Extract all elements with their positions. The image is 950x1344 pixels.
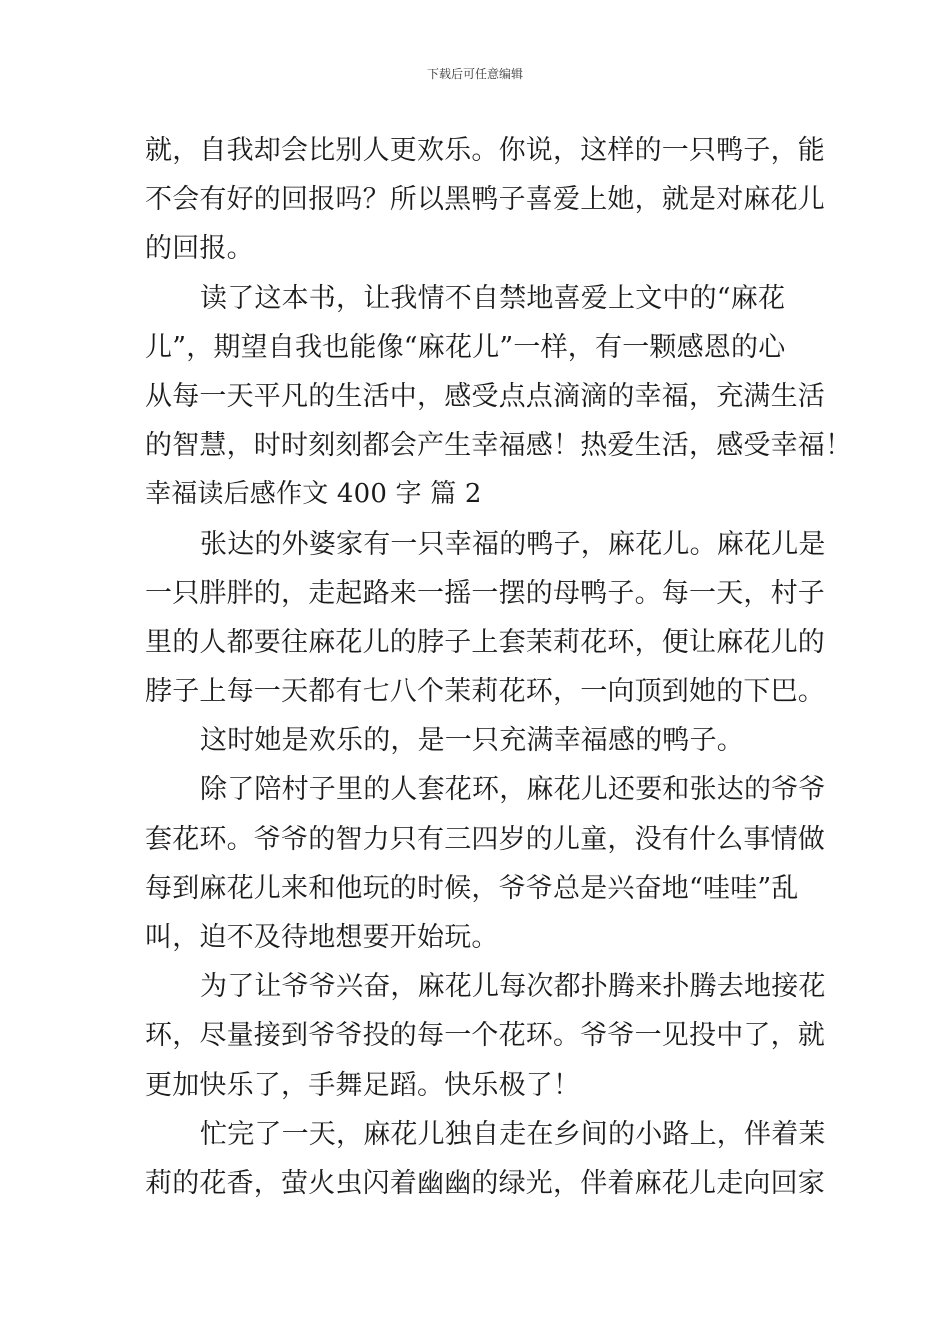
page-header: 下载后可任意编辑 bbox=[426, 67, 523, 81]
text-line: 更加快乐了，手舞足蹈。快乐极了！ bbox=[145, 1069, 581, 1101]
text-line: 为了让爷爷兴奋，麻花儿每次都扑腾来扑腾去地接花 bbox=[200, 971, 826, 1003]
text-line: 这时她是欢乐的，是一只充满幸福感的鸭子。 bbox=[200, 725, 744, 757]
text-line: 读了这本书，让我情不自禁地喜爱上文中的“麻花 bbox=[200, 282, 786, 314]
section-heading: 幸福读后感作文 400 字 篇 2 bbox=[145, 479, 482, 510]
text-line: 套花环。爷爷的智力只有三四岁的儿童，没有什么事情做 bbox=[145, 823, 825, 855]
text-line: 环，尽量接到爷爷投的每一个花环。爷爷一见投中了，就 bbox=[145, 1020, 825, 1052]
text-line: 一只胖胖的，走起路来一摇一摆的母鸭子。每一天，村子 bbox=[145, 577, 825, 609]
text-line: 张达的外婆家有一只幸福的鸭子，麻花儿。麻花儿是 bbox=[200, 528, 826, 560]
text-line: 儿”，期望自我也能像“麻花儿”一样，有一颗感恩的心 bbox=[145, 331, 786, 363]
text-line: 忙完了一天，麻花儿独自走在乡间的小路上，伴着茉 bbox=[200, 1118, 826, 1150]
text-line: 就，自我却会比别人更欢乐。你说，这样的一只鸭子，能 bbox=[145, 135, 825, 166]
text-line: 的回报。 bbox=[145, 233, 254, 265]
text-line: 从每一天平凡的生活中，感受点点滴滴的幸福，充满生活 bbox=[145, 380, 825, 412]
text-line: 叫，迫不及待地想要开始玩。 bbox=[145, 922, 499, 953]
text-line: 每到麻花儿来和他玩的时候，爷爷总是兴奋地“哇哇”乱 bbox=[145, 872, 799, 904]
text-line: 的智慧，时时刻刻都会产生幸福感！热爱生活，感受幸福！ bbox=[145, 430, 853, 462]
body-text bbox=[145, 126, 853, 1208]
text-line: 莉的花香，萤火虫闪着幽幽的绿光，伴着麻花儿走向回家 bbox=[145, 1167, 825, 1199]
text-line: 不会有好的回报吗？所以黑鸭子喜爱上她，就是对麻花儿 bbox=[145, 184, 825, 216]
text-line: 脖子上每一天都有七八个茉莉花环，一向顶到她的下巴。 bbox=[145, 676, 825, 708]
text-line: 里的人都要往麻花儿的脖子上套茉莉花环，便让麻花儿的 bbox=[145, 626, 825, 658]
text-line: 除了陪村子里的人套花环，麻花儿还要和张达的爷爷 bbox=[200, 774, 826, 806]
